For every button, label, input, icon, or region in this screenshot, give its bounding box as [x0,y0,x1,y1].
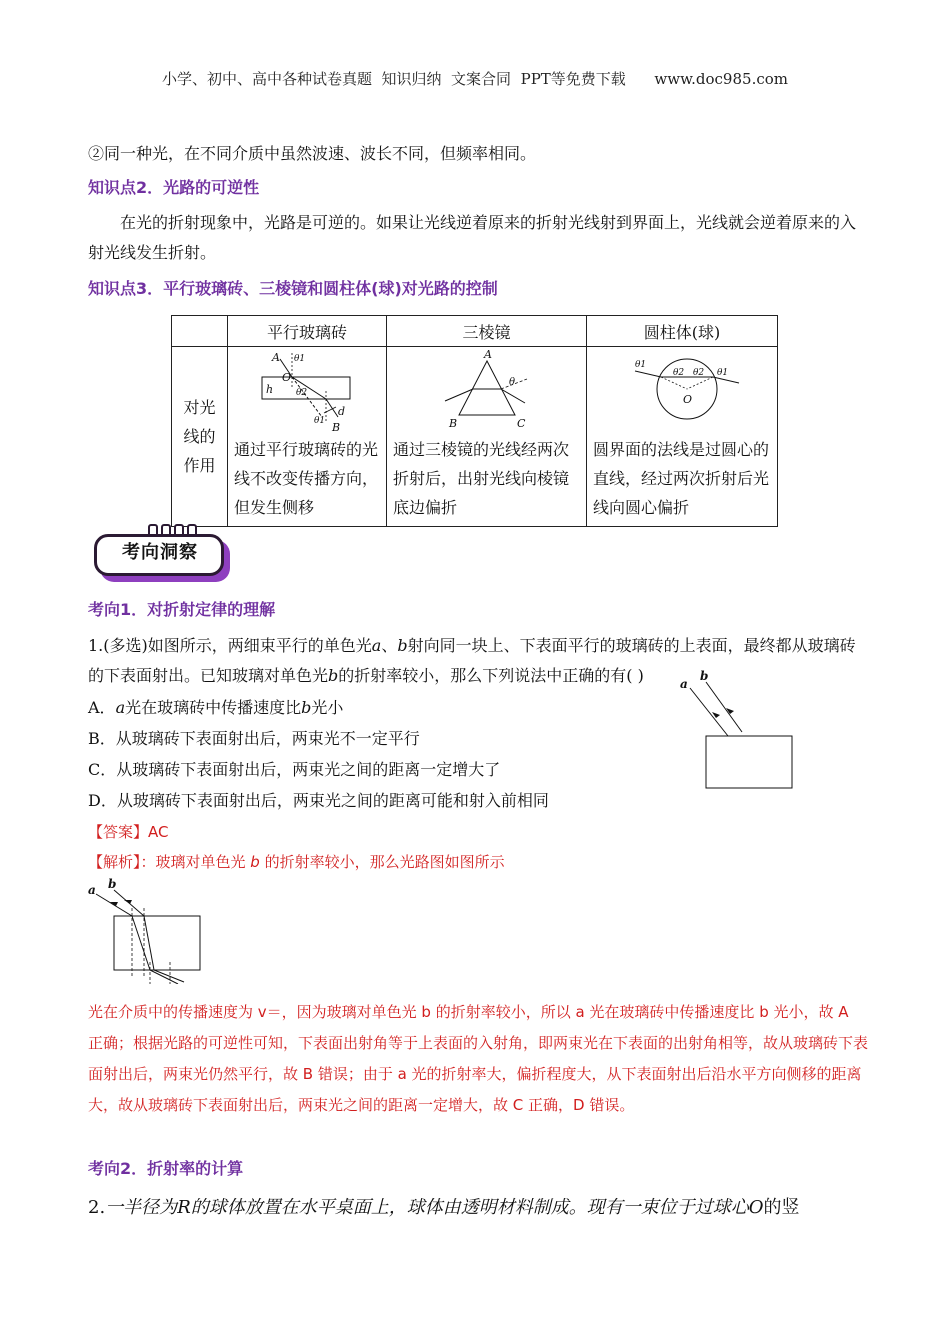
table-header-glass: 平行玻璃砖 [228,316,387,347]
glass-label-theta2: θ2 [296,388,308,398]
intro-line: ②同一种光，在不同介质中虽然波速、波长不同，但频率相同。 [88,144,537,163]
table-header-cylinder: 圆柱体(球) [587,316,778,347]
q2-stem: 2.一半径为R的球体放置在水平桌面上，球体由透明材料制成。现有一束位于过球心O的竖 [88,1197,800,1218]
cylinder-effect-text: 圆界面的法线是过圆心的直线，经过两次折射后光线向圆心偏折 [593,440,770,517]
dir1-title: 考向1．对折射定律的理解 [88,600,276,619]
q1-option-a: A．a光在玻璃砖中传播速度比b光小 [88,698,344,717]
q1-analysis-head: 【解析】：玻璃对单色光 b 的折射率较小，那么光路图如图所示 [88,853,505,871]
glass-label-B: B [332,421,341,434]
q1-fig-label-a: a [680,677,688,691]
table-header-prism: 三棱镜 [387,316,587,347]
circle-label-theta1-left: θ1 [635,360,647,370]
circle-label-theta1-right: θ1 [717,368,729,378]
q1-analysis-body: 光在介质中的传播速度为 v＝，因为玻璃对单色光 b 的折射率较小，所以 a 光在玻璃砖中传播速度比 b 光小，故 A 正确；根据光路的可逆性可知，下表面出射角等于上表面的入射角，即两束光在下表面的出射角相等，故从玻璃砖下表面射出后，两束光仍然平行，故 B 错误；由于 a 光的折射率大，偏折程度大，从下表面射出后沿水平方向侧移的距离大，故从玻璃砖下表面射出后，两束光之间的距离一定增大，故 C 正确，D 错误。 [88,1003,869,1114]
table-cell-glass [228,347,387,527]
prism-effect-text: 通过三棱镜的光线经两次折射后，出射光线向棱镜底边偏折 [393,440,570,517]
table-cell-cylinder [587,347,778,527]
table-corner [172,316,228,347]
glass-effect-text: 通过平行玻璃砖的光线不改变传播方向，但发生侧移 [234,440,379,517]
section-banner [88,524,228,578]
q1-answer: 【答案】AC [88,823,169,841]
prism-label-C: C [517,417,526,430]
glass-label-theta1-bottom: θ1 [314,416,326,426]
prism-label-A: A [484,348,492,361]
light-control-table [171,315,778,527]
circle-label-O: O [683,393,693,406]
q1-option-c: C．从玻璃砖下表面射出后，两束光之间的距离一定增大了 [88,760,501,779]
q1-option-d: D．从玻璃砖下表面射出后，两束光之间的距离可能和射入前相同 [88,791,549,810]
q1-stem: 1.(多选)如图所示，两细束平行的单色光a、b射向同一块上、下表面平行的玻璃砖的上表面，最终都从玻璃砖的下表面射出。已知玻璃对单色光b的折射率较小，那么下列说法中正确的有( ) [88,636,856,685]
glass-label-h: h [266,383,274,396]
banner-label: 考向洞察 [122,542,198,563]
glass-label-d: d [338,405,346,418]
prism-label-B: B [449,417,458,430]
q1-analysis-figure [86,878,210,984]
kp2-body: 在光的折射现象中，光路是可逆的。如果让光线逆着原来的折射光线射到界面上，光线就会逆着原来的入射光线发生折射。 [88,213,857,262]
prism-label-theta: θ [509,377,516,388]
glass-slab-figure [228,347,386,435]
table-cell-prism [387,347,587,527]
kp2-title: 知识点2．光路的可逆性 [88,178,260,197]
cylinder-figure [587,347,777,435]
q1-fig-label-b: b [700,669,709,683]
prism-figure [387,347,586,435]
glass-label-A: A [272,351,280,364]
q1-figure [676,668,826,792]
kp3-title: 知识点3．平行玻璃砖、三棱镜和圆柱体(球)对光路的控制 [88,279,498,298]
glass-label-O: O [282,371,292,384]
glass-label-theta1-top: θ1 [294,354,306,364]
circle-label-theta2-right: θ2 [693,368,705,378]
dir2-title: 考向2．折射率的计算 [88,1159,244,1178]
analysis-fig-label-a: a [88,883,96,897]
page-header: 小学、初中、高中各种试卷真题 知识归纳 文案合同 PPT等免费下载 www.doc985.com [161,70,788,88]
analysis-fig-label-b: b [108,878,117,891]
q1-option-b: B．从玻璃砖下表面射出后，两束光不一定平行 [88,729,420,748]
table-row-label: 对光线的作用 [172,347,228,527]
circle-label-theta2-left: θ2 [673,368,685,378]
